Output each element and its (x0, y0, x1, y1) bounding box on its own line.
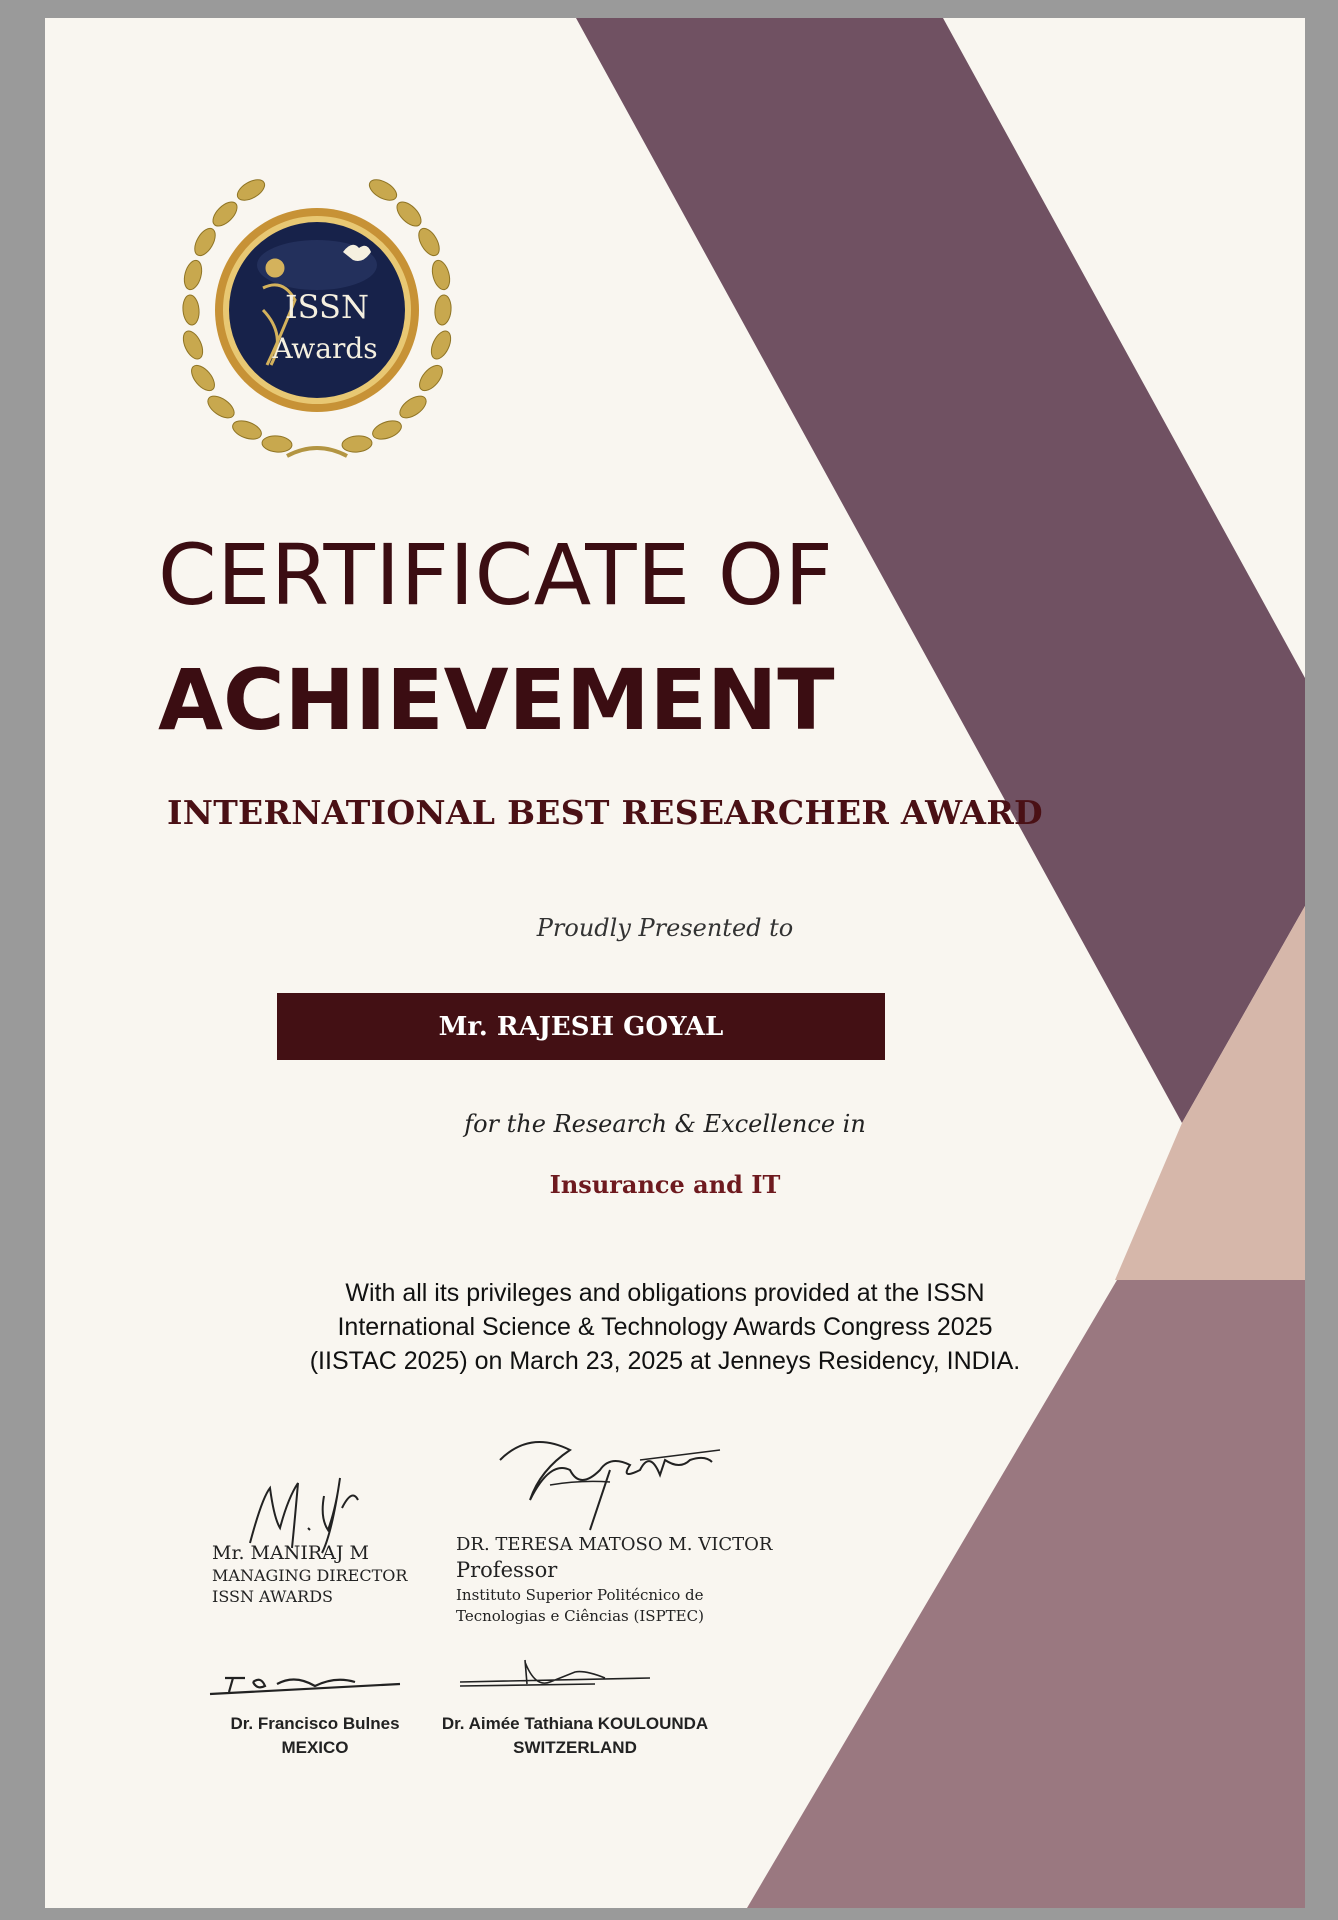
signatory-2-title: Professor (456, 1558, 558, 1582)
signatory-2-org-line-1: Instituto Superior Politécnico de (456, 1586, 704, 1604)
award-name: INTERNATIONAL BEST RESEARCHER AWARD (167, 793, 1043, 832)
body-line-1: With all its privileges and obligations provided at the ISSN (345, 1279, 985, 1307)
certificate-subtitle: ACHIEVEMENT (158, 651, 835, 749)
logo-text-issn: ISSN (285, 288, 369, 326)
recipient-banner (277, 993, 885, 1060)
signatory-3-name: Dr. Francisco Bulnes (230, 1714, 400, 1733)
signatory-1-name: Mr. MANIRAJ M (212, 1542, 369, 1564)
signature-bulnes-icon (205, 1666, 405, 1706)
signature-koulounda-icon (455, 1648, 655, 1698)
body-line-2: International Science & Technology Awards Congress 2025 (337, 1313, 993, 1341)
issn-awards-logo (167, 160, 467, 465)
certificate-title: CERTIFICATE OF (158, 526, 834, 624)
recipient-name: Mr. RAJESH GOYAL (438, 1011, 724, 1042)
signatory-1-title: MANAGING DIRECTOR (212, 1566, 408, 1585)
certificate-body (165, 1276, 1165, 1378)
presented-to-text: Proudly Presented to (536, 914, 794, 942)
body-line-3: (IISTAC 2025) on March 23, 2025 at Jenneys Residency, INDIA. (309, 1347, 1021, 1375)
signatory-2-org-line-2: Tecnologias e Ciências (ISPTEC) (456, 1607, 704, 1625)
certificate-page (45, 18, 1305, 1908)
logo-text-awards: Awards (272, 332, 378, 365)
for-line-text: for the Research & Excellence in (464, 1110, 866, 1138)
signatory-1-org: ISSN AWARDS (212, 1587, 333, 1606)
signatory-2-name: DR. TERESA MATOSO M. VICTOR (456, 1534, 773, 1555)
research-field: Insurance and IT (549, 1170, 781, 1199)
signature-victor-icon (490, 1430, 750, 1540)
signatory-4-country: SWITZERLAND (513, 1738, 637, 1757)
signatory-3-country: MEXICO (281, 1738, 349, 1757)
signatory-4-name: Dr. Aimée Tathiana KOULOUNDA (441, 1714, 709, 1733)
